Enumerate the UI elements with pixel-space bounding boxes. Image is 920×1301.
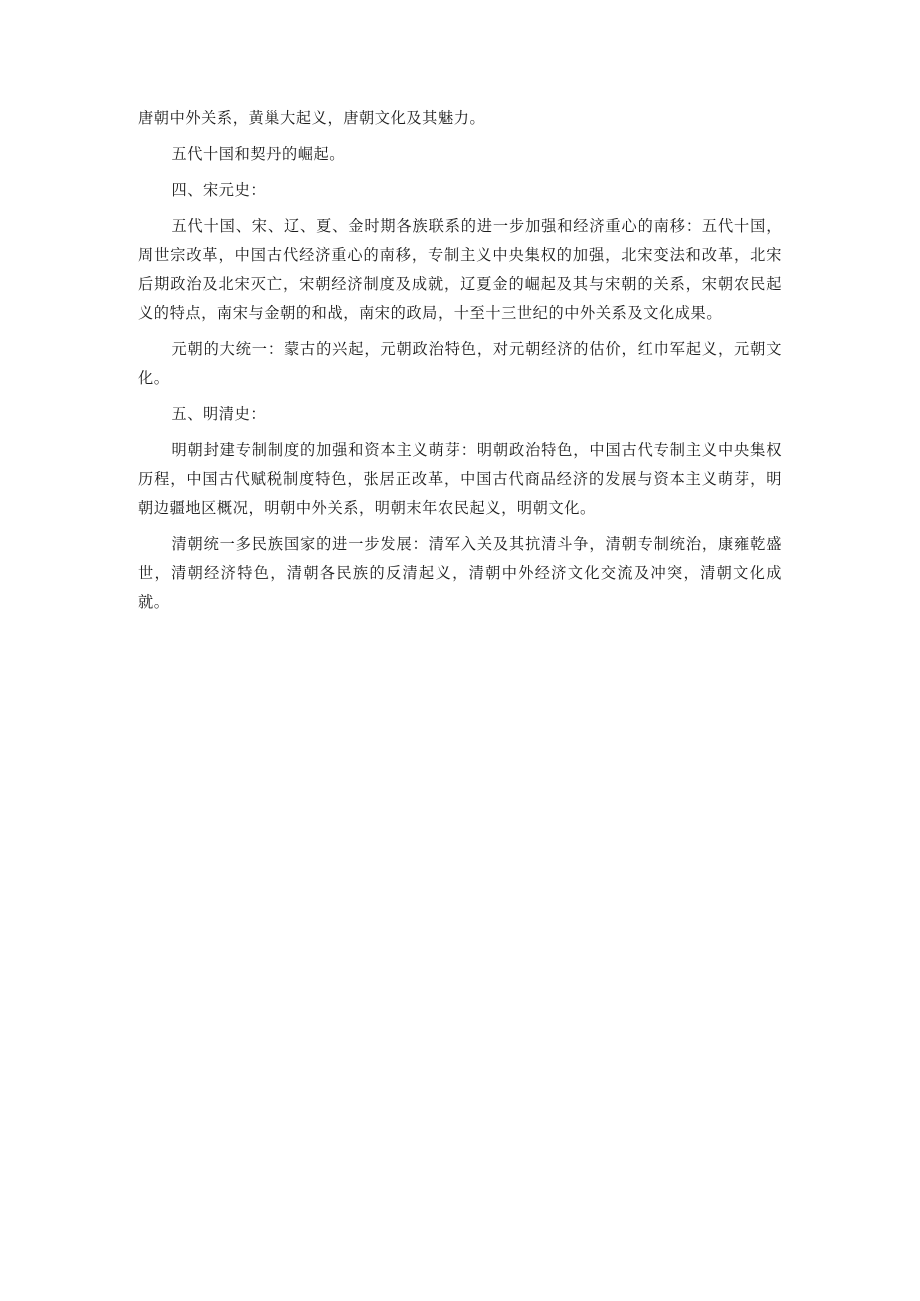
paragraph-tang-continuation: 唐朝中外关系，黄巢大起义，唐朝文化及其魅力。 [138,109,486,127]
paragraph-five-dynasties-khitan: 五代十国和契丹的崛起。 [171,145,346,163]
paragraph-yuan-unification: 元朝的大统一：蒙古的兴起，元朝政治特色，对元朝经济的估价，红巾军起义，元朝文化。 [138,340,782,387]
paragraph-qing-dynasty: 清朝统一多民族国家的进一步发展：清军入关及其抗清斗争，清朝专制统治，康雍乾盛世，清朝经济特色，清朝各民族的反清起义，清朝中外经济文化交流及冲突，清朝文化成就。 [138,535,782,611]
paragraph-song-liao-xia-jin: 五代十国、宋、辽、夏、金时期各族联系的进一步加强和经济重心的南移：五代十国，周世宗改革，中国古代经济重心的南移，专制主义中央集权的加强，北宋变法和改革，北宋后期政治及北宋灭亡，宋朝经济制度及成就，辽夏金的崛起及其与宋朝的关系，宋朝农民起义的特点，南宋与金朝的和战，南宋的政局，十至十三世纪的中外关系及文化成果。 [138,217,782,322]
section-heading-ming-qing: 五、明清史： [171,405,267,423]
document-body [138,104,782,624]
section-heading-song-yuan: 四、宋元史： [171,181,267,199]
paragraph-ming-dynasty: 明朝封建专制制度的加强和资本主义萌芽：明朝政治特色，中国古代专制主义中央集权历程，中国古代赋税制度特色，张居正改革，中国古代商品经济的发展与资本主义萌芽，明朝边疆地区概况，明朝中外关系，明朝末年农民起义，明朝文化。 [138,441,782,517]
